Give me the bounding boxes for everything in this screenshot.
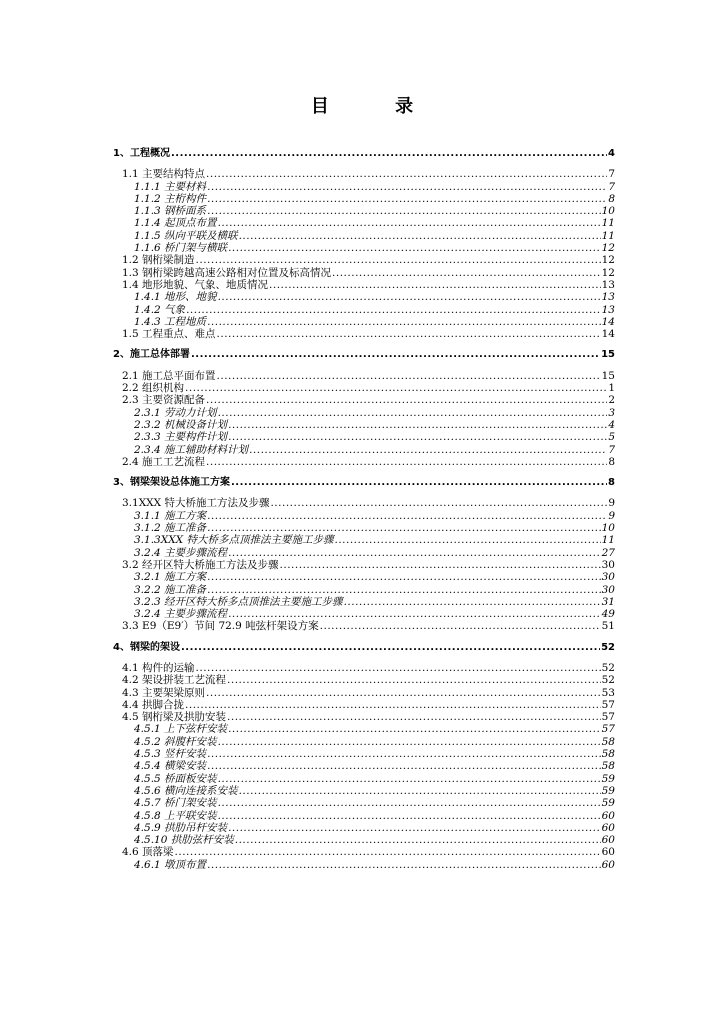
toc-entry[interactable] [113, 571, 615, 583]
toc-dot-leader [320, 620, 601, 632]
toc-entry-page: 8 [608, 192, 615, 205]
toc-entry-label: 4.2 架设拼装工艺流程 [122, 674, 227, 687]
toc-dot-leader [207, 205, 601, 217]
toc-dot-leader [207, 510, 607, 522]
toc-entry[interactable] [113, 723, 615, 735]
toc-dot-leader [186, 304, 601, 316]
toc-entry-label: 3.2.2 施工准备 [134, 583, 207, 596]
toc-entry-page: 5 [608, 431, 615, 444]
toc-entry-label: 3.3 E9（E9′）节间 72.9 吨弦杆架设方案 [122, 620, 319, 633]
toc-entry[interactable] [113, 736, 615, 748]
toc-entry-label: 3.1XXX 特大桥施工方法及步骤 [122, 497, 270, 510]
toc-dot-leader [191, 349, 600, 361]
toc-entry-label: 3.2.4 主要步骤流程 [134, 546, 228, 559]
toc-entry-page: 7 [608, 168, 615, 181]
toc-dot-leader [217, 370, 601, 382]
toc-entry-label: 1.1 主要结构特点 [122, 168, 206, 181]
toc-entry-label: 4.5 钢桁梁及拱肋安装 [122, 711, 227, 724]
toc-entry[interactable] [113, 291, 615, 303]
toc-entry-page: 1 [608, 382, 615, 395]
toc-entry-page: 30 [601, 558, 615, 571]
toc-entry-page: 58 [601, 735, 615, 748]
toc-dot-leader [181, 642, 600, 654]
toc-entry-page: 49 [601, 608, 615, 621]
toc-dot-leader [228, 431, 607, 443]
toc-entry-page: 27 [601, 546, 615, 559]
toc-entry[interactable] [113, 699, 615, 711]
toc-dot-leader [206, 168, 607, 180]
toc-entry-label: 1.1.1 主要材料 [134, 180, 207, 193]
toc-dot-leader [239, 230, 601, 242]
toc-entry[interactable] [113, 168, 615, 180]
toc-dot-leader [207, 859, 601, 871]
toc-dot-leader [332, 267, 601, 279]
toc-dot-leader [270, 497, 607, 509]
toc-entry[interactable] [113, 316, 615, 328]
toc-dot-leader [228, 242, 601, 254]
toc-entry-page: 57 [601, 723, 615, 736]
toc-entry-label: 4、钢梁的架设 [113, 641, 180, 653]
toc-entry-label: 1.3 钢桁梁跨越高速公路相对位置及标高情况 [122, 266, 332, 279]
toc-entry[interactable] [113, 382, 615, 394]
toc-entry-page: 14 [601, 328, 615, 341]
toc-entry-label: 2.4 施工工艺流程 [122, 455, 206, 468]
toc-entry-page: 11 [601, 229, 615, 242]
toc-entry[interactable] [113, 773, 615, 785]
toc-entry[interactable] [113, 181, 615, 193]
toc-entry[interactable] [113, 642, 615, 654]
toc-entry[interactable] [113, 846, 615, 858]
toc-entry[interactable] [113, 304, 615, 316]
toc-dot-leader [206, 394, 607, 406]
toc-entry-label: 4.5.9 拱肋吊杆安装 [134, 821, 228, 834]
toc-dot-leader [171, 148, 607, 160]
toc-entry-page: 11 [601, 534, 615, 547]
toc-entry-label: 4.5.5 桥面板安装 [134, 772, 217, 785]
toc-entry-page: 59 [601, 784, 615, 797]
toc-entry[interactable] [113, 596, 615, 608]
toc-dot-leader [196, 662, 601, 674]
toc-entry-label: 4.5.3 竖杆安装 [134, 748, 207, 761]
toc-entry-label: 3.2.4 主要步骤流程 [134, 608, 228, 621]
toc-entry-label: 1.1.4 起顶点布置 [134, 217, 217, 230]
toc-dot-leader [207, 760, 601, 772]
toc-dot-leader [239, 785, 601, 797]
toc-entry-page: 53 [601, 686, 615, 699]
toc-entry[interactable] [113, 797, 615, 809]
toc-entry-label: 4.5.6 横向连接系安装 [134, 784, 238, 797]
toc-dot-leader [334, 534, 600, 546]
toc-entry[interactable] [113, 419, 615, 431]
toc-entry-page: 30 [601, 583, 615, 596]
toc-dot-leader [175, 846, 601, 858]
toc-entry-page: 52 [601, 641, 615, 653]
toc-dot-leader [207, 522, 601, 534]
toc-dot-leader [231, 477, 607, 489]
toc-entry-page: 31 [601, 595, 615, 608]
toc-entry[interactable] [113, 547, 615, 559]
toc-entry-label: 4.1 构件的运输 [122, 661, 195, 674]
toc-entry-label: 1.1.3 钢桥面系 [134, 205, 207, 218]
toc-entry[interactable] [113, 193, 615, 205]
toc-dot-leader [206, 456, 607, 468]
toc-entry-page: 58 [601, 748, 615, 761]
toc-dot-leader [218, 736, 601, 748]
toc-entry-label: 2.1 施工总平面布置 [122, 369, 216, 382]
toc-entry-page: 12 [601, 254, 615, 267]
toc-entry-page: 13 [601, 278, 615, 291]
toc-dot-leader [228, 822, 601, 834]
toc-entry-page: 30 [601, 571, 615, 584]
toc-entry-page: 51 [601, 620, 615, 633]
toc-entry[interactable] [113, 205, 615, 217]
toc-entry[interactable] [113, 785, 615, 797]
toc-entry-page: 8 [608, 477, 615, 489]
toc-entry[interactable] [113, 608, 615, 620]
toc-entry[interactable] [113, 242, 615, 254]
toc-entry-page: 14 [601, 315, 615, 328]
toc-entry[interactable] [113, 522, 615, 534]
toc-dot-leader [218, 217, 601, 229]
toc-entry-label: 4.3 主要架梁原则 [122, 686, 206, 699]
toc-entry-label: 2.3.2 机械设备计划 [134, 418, 228, 431]
toc-entry-label: 1.1.6 桥门架与横联 [134, 242, 228, 255]
toc-dot-leader [218, 773, 601, 785]
toc-entry-label: 1.4.2 气象 [134, 303, 186, 316]
toc-entry[interactable] [113, 148, 615, 160]
toc-entry[interactable] [113, 687, 615, 699]
toc-dot-leader [344, 596, 601, 608]
toc-entry[interactable] [113, 456, 615, 468]
toc-dot-leader [207, 193, 607, 205]
toc-entry-page: 4 [608, 418, 615, 431]
toc-entry[interactable] [113, 822, 615, 834]
toc-entry-label: 2、施工总体部署 [113, 349, 190, 361]
toc-entry-label: 3.2.3 经开区特大桥多点顶推法主要施工步骤 [134, 595, 343, 608]
toc-entry-label: 3.2.1 施工方案 [134, 571, 207, 584]
toc-entry-page: 12 [601, 266, 615, 279]
toc-entry[interactable] [113, 407, 615, 419]
toc-entry-page: 9 [608, 497, 615, 510]
toc-entry-label: 2.2 组织机构 [122, 382, 185, 395]
toc-dot-leader [280, 559, 601, 571]
toc-entry[interactable] [113, 328, 615, 340]
toc-dot-leader [206, 687, 601, 699]
toc-entry[interactable] [113, 254, 615, 266]
toc-entry-label: 2.3.3 主要构件计划 [134, 431, 228, 444]
toc-entry-label: 1.4.3 工程地质 [134, 315, 207, 328]
toc-entry-label: 4.5.1 上下弦杆安装 [134, 723, 228, 736]
toc-entry[interactable] [113, 662, 615, 674]
toc-entry-page: 57 [601, 698, 615, 711]
toc-entry[interactable] [113, 217, 615, 229]
toc-entry-label: 3.1.1 施工方案 [134, 509, 207, 522]
toc-entry[interactable] [113, 497, 615, 509]
toc-entry[interactable] [113, 477, 615, 489]
toc-entry[interactable] [113, 444, 615, 456]
toc-entry[interactable] [113, 230, 615, 242]
toc-dot-leader [249, 444, 607, 456]
toc-dot-leader [218, 797, 601, 809]
toc-entry[interactable] [113, 674, 615, 686]
toc-entry-label: 1.1.5 纵向平联及横联 [134, 229, 238, 242]
toc-entry-page: 3 [608, 406, 615, 419]
toc-entry-label: 1.4.1 地形、地貌 [134, 291, 217, 304]
toc-entry-page: 58 [601, 760, 615, 773]
toc-entry-page: 60 [601, 858, 615, 871]
toc-entry-page: 11 [601, 217, 615, 230]
toc-entry[interactable] [113, 267, 615, 279]
toc-entry-label: 1.4 地形地貌、气象、地质情况 [122, 278, 269, 291]
toc-entry-page: 15 [601, 349, 615, 361]
toc-entry[interactable] [113, 534, 615, 546]
toc-entry[interactable] [113, 559, 615, 571]
toc-entry-page: 60 [601, 834, 615, 847]
toc-entry-page: 4 [608, 148, 615, 159]
toc-entry-page: 59 [601, 772, 615, 785]
toc-entry-label: 3.1.2 施工准备 [134, 522, 207, 535]
toc-entry-page: 60 [601, 846, 615, 859]
toc-dot-leader [235, 834, 601, 846]
toc-entry-label: 4.6 顶落梁 [122, 846, 174, 859]
toc-entry-label: 3.1.3XXX 特大桥多点顶推法主要施工步骤 [134, 534, 334, 547]
toc-dot-leader [228, 547, 601, 559]
toc-entry-label: 1.5 工程重点、难点 [122, 328, 216, 341]
toc-dot-leader [227, 674, 601, 686]
toc-entry-page: 52 [601, 674, 615, 687]
toc-entry-label: 4.5.2 斜腹杆安装 [134, 735, 217, 748]
toc-dot-leader [207, 316, 601, 328]
toc-entry-label: 4.6.1 墩顶布置 [134, 858, 207, 871]
toc-dot-leader [207, 748, 601, 760]
toc-entry-page: 7 [608, 443, 615, 456]
toc-entry-label: 2.3.1 劳动力计划 [134, 406, 217, 419]
toc-entry-page: 2 [608, 394, 615, 407]
toc-dot-leader [218, 810, 601, 822]
toc-entry-label: 3.2 经开区特大桥施工方法及步骤 [122, 558, 279, 571]
page-title: 目 录 [310, 96, 444, 117]
toc-dot-leader [218, 407, 608, 419]
toc-entry-page: 9 [608, 509, 615, 522]
toc-entry-page: 57 [601, 711, 615, 724]
toc-entry-page: 60 [601, 809, 615, 822]
toc-dot-leader [269, 279, 601, 291]
toc-entry[interactable] [113, 394, 615, 406]
toc-entry[interactable] [113, 760, 615, 772]
toc-entry[interactable] [113, 510, 615, 522]
toc-dot-leader [207, 571, 601, 583]
toc-entry-label: 2.3.4 施工辅助材料计划 [134, 443, 249, 456]
toc-dot-leader [196, 254, 601, 266]
toc-entry[interactable] [113, 370, 615, 382]
toc-dot-leader [218, 291, 601, 303]
toc-entry[interactable] [113, 748, 615, 760]
toc-entry[interactable] [113, 279, 615, 291]
toc-entry-page: 52 [601, 661, 615, 674]
toc-dot-leader [228, 723, 601, 735]
toc-dot-leader [227, 711, 601, 723]
toc-entry[interactable] [113, 431, 615, 443]
toc-entry-label: 3、钢梁架设总体施工方案 [113, 477, 230, 489]
toc-entry[interactable] [113, 349, 615, 361]
table-of-contents [113, 148, 615, 871]
toc-entry-label: 1、工程概况 [113, 148, 170, 159]
toc-dot-leader [207, 181, 607, 193]
toc-dot-leader [228, 608, 601, 620]
toc-entry[interactable] [113, 859, 615, 871]
toc-entry-page: 59 [601, 797, 615, 810]
toc-dot-leader [185, 382, 607, 394]
toc-entry-label: 1.2 钢桁梁制造 [122, 254, 195, 267]
toc-dot-leader [207, 584, 601, 596]
toc-entry-page: 12 [601, 242, 615, 255]
toc-entry[interactable] [113, 584, 615, 596]
toc-entry[interactable] [113, 834, 615, 846]
toc-entry-label: 1.1.2 主桁构件 [134, 192, 207, 205]
toc-entry-page: 15 [601, 369, 615, 382]
toc-entry-page: 10 [601, 522, 615, 535]
toc-entry-label: 4.5.4 横梁安装 [134, 760, 207, 773]
toc-entry-page: 7 [608, 180, 615, 193]
toc-entry-label: 4.5.8 上平联安装 [134, 809, 217, 822]
toc-entry-page: 8 [608, 455, 615, 468]
toc-dot-leader [217, 328, 601, 340]
toc-entry-label: 4.4 拱脚合拢 [122, 698, 185, 711]
toc-entry[interactable] [113, 620, 615, 632]
toc-entry[interactable] [113, 711, 615, 723]
toc-entry-page: 13 [601, 303, 615, 316]
toc-dot-leader [185, 699, 601, 711]
toc-dot-leader [228, 419, 607, 431]
toc-entry-page: 13 [601, 291, 615, 304]
toc-entry-page: 10 [601, 205, 615, 218]
toc-entry-page: 60 [601, 821, 615, 834]
toc-entry-label: 2.3 主要资源配备 [122, 394, 206, 407]
toc-entry[interactable] [113, 810, 615, 822]
toc-entry-label: 4.5.7 桥门架安装 [134, 797, 217, 810]
toc-entry-label: 4.5.10 拱肋弦杆安装 [134, 834, 234, 847]
